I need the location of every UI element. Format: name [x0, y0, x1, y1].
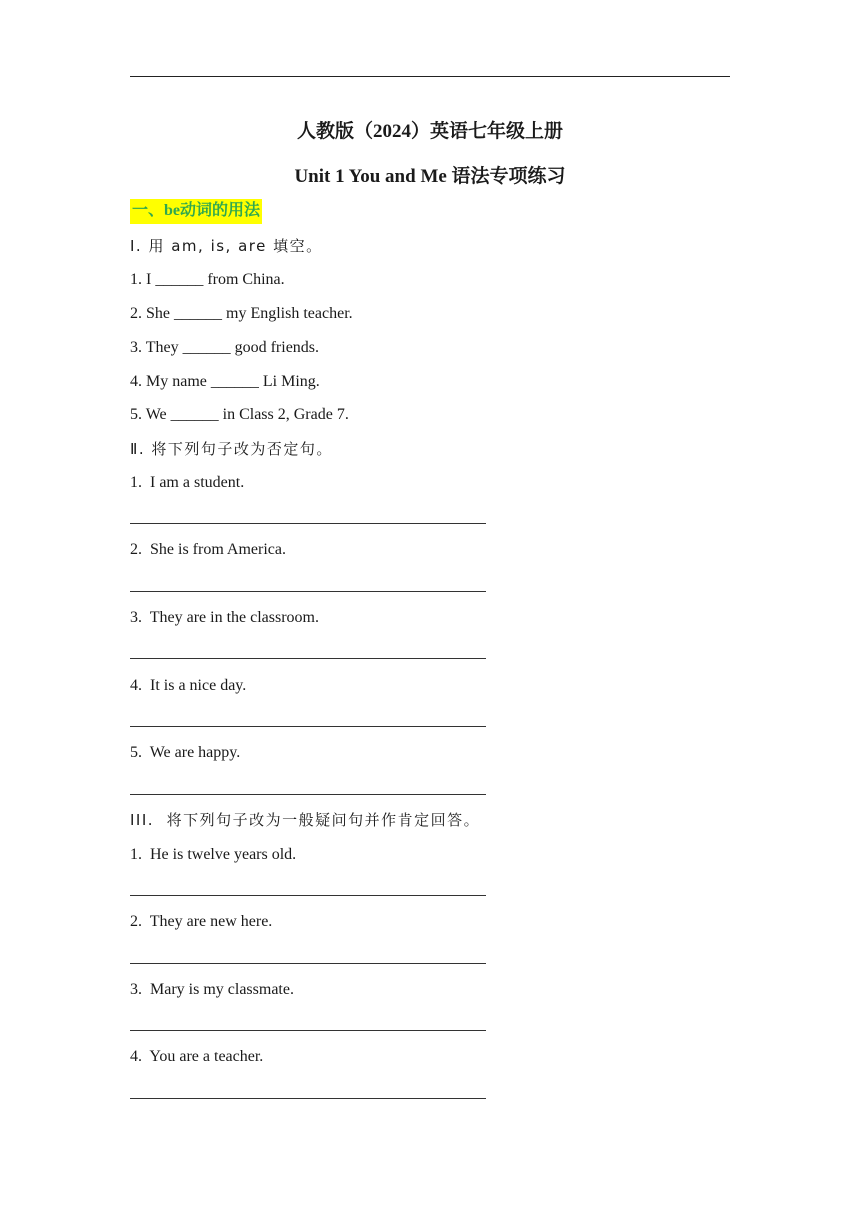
answer-line: [130, 658, 486, 659]
answer-line: [130, 726, 486, 727]
part3-item-1: 1. He is twelve years old.: [130, 846, 297, 863]
part1-item-3: 3. They ______ good friends.: [130, 339, 320, 356]
header-rule: [130, 76, 730, 77]
document-subtitle: Unit 1 You and Me 语法专项练习: [294, 166, 566, 187]
part2-item-2: 2. She is from America.: [130, 541, 286, 558]
part1-item-1: 1. I ______ from China.: [130, 271, 285, 288]
answer-line: [130, 1098, 486, 1099]
document-title: 人教版（2024）英语七年级上册: [296, 121, 563, 142]
answer-line: [130, 523, 486, 524]
answer-line: [130, 1030, 486, 1031]
part2-item-4: 4. It is a nice day.: [130, 677, 247, 694]
answer-line: [130, 895, 486, 896]
part3-item-4: 4. You are a teacher.: [130, 1048, 264, 1065]
part1-item-5: 5. We ______ in Class 2, Grade 7.: [130, 406, 349, 423]
part2-instruction: Ⅱ. 将下列句子改为否定句。: [130, 440, 333, 458]
part2-item-1: 1. I am a student.: [130, 474, 245, 491]
part2-item-5: 5. We are happy.: [130, 744, 241, 761]
part3-item-3: 3. Mary is my classmate.: [130, 981, 294, 998]
part1-instruction: Ⅰ. 用 am, is, are 填空。: [130, 237, 323, 255]
section-heading: 一、be动词的用法: [130, 199, 262, 224]
part2-item-3: 3. They are in the classroom.: [130, 609, 319, 626]
answer-line: [130, 794, 486, 795]
part1-item-2: 2. She ______ my English teacher.: [130, 305, 353, 322]
answer-line: [130, 591, 486, 592]
part1-item-4: 4. My name ______ Li Ming.: [130, 373, 320, 390]
part3-item-2: 2. They are new here.: [130, 913, 273, 930]
part3-instruction: III. 将下列句子改为一般疑问句并作肯定回答。: [130, 811, 481, 829]
answer-line: [130, 963, 486, 964]
